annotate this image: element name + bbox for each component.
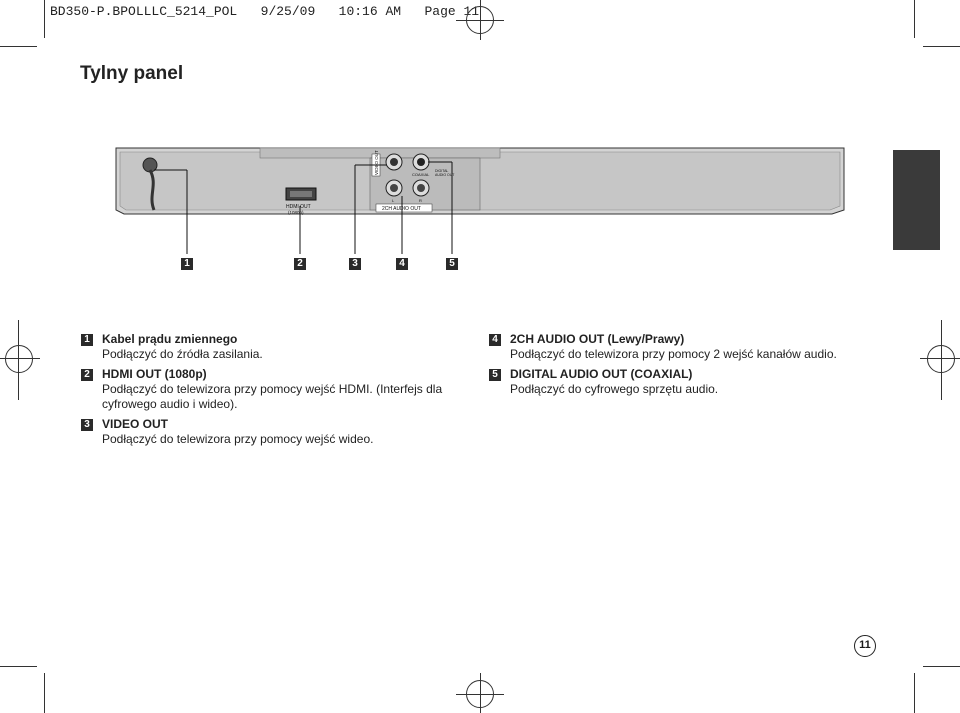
crop-mark	[0, 46, 37, 47]
item-heading: VIDEO OUT	[102, 417, 169, 431]
crop-mark	[44, 0, 45, 38]
crop-mark	[44, 673, 45, 713]
slug-line	[50, 4, 479, 19]
slug-page: Page 11	[424, 4, 480, 19]
page-number: 11	[854, 635, 876, 657]
item-heading: HDMI OUT (1080p)	[102, 367, 207, 381]
item-body: Podłączyć do telewizora przy pomocy wejść HDMI. (Interfejs dla cyfrowego audio i wideo).	[102, 382, 443, 411]
item-number: 3	[81, 419, 93, 431]
crop-mark	[923, 666, 960, 667]
hdmi-sub-label: (1080p)	[288, 210, 304, 215]
registration-mark-left	[5, 345, 33, 373]
left-label: L	[392, 198, 395, 203]
page-title: Tylny panel	[80, 63, 184, 84]
callout-2: 2	[294, 258, 306, 270]
crop-mark	[480, 673, 481, 713]
callout-5: 5	[446, 258, 458, 270]
rear-panel-illustration	[110, 140, 855, 280]
callout-3: 3	[349, 258, 361, 270]
item-number: 5	[489, 369, 501, 381]
item-heading: 2CH AUDIO OUT (Lewy/Prawy)	[510, 332, 685, 346]
slug-time: 10:16 AM	[338, 4, 402, 19]
item-body: Podłączyć do cyfrowego sprzętu audio.	[510, 382, 719, 396]
digital-label-2: AUDIO OUT	[435, 173, 455, 177]
digital-label: DIGITAL	[435, 169, 449, 173]
right-label: R	[419, 198, 422, 203]
hdmi-label: HDMI OUT	[286, 204, 311, 210]
crop-mark	[480, 0, 481, 40]
registration-mark-right	[927, 345, 955, 373]
section-tab	[893, 150, 940, 250]
item-body: Podłączyć do źródła zasilania.	[102, 347, 263, 361]
crop-mark	[914, 673, 915, 713]
item-number: 1	[81, 334, 93, 346]
item-heading: Kabel prądu zmiennego	[102, 332, 238, 346]
coaxial-label: COAXIAL	[412, 172, 430, 177]
item-number: 2	[81, 369, 93, 381]
item-heading: DIGITAL AUDIO OUT (COAXIAL)	[510, 367, 693, 381]
callout-1: 1	[181, 258, 193, 270]
item-body: Podłączyć do telewizora przy pomocy wejść wideo.	[102, 432, 374, 446]
crop-mark	[0, 666, 37, 667]
slug-file: BD350-P.BPOLLLC_5214_POL	[50, 4, 238, 19]
audio-out-label: 2CH AUDIO OUT	[382, 206, 421, 212]
item-number: 4	[489, 334, 501, 346]
crop-mark	[914, 0, 915, 38]
crop-mark	[923, 46, 960, 47]
video-out-label: VIDEO OUT	[374, 150, 379, 175]
callout-4: 4	[396, 258, 408, 270]
slug-date: 9/25/09	[260, 4, 316, 19]
item-body: Podłączyć do telewizora przy pomocy 2 wejść kanałów audio.	[510, 347, 837, 361]
